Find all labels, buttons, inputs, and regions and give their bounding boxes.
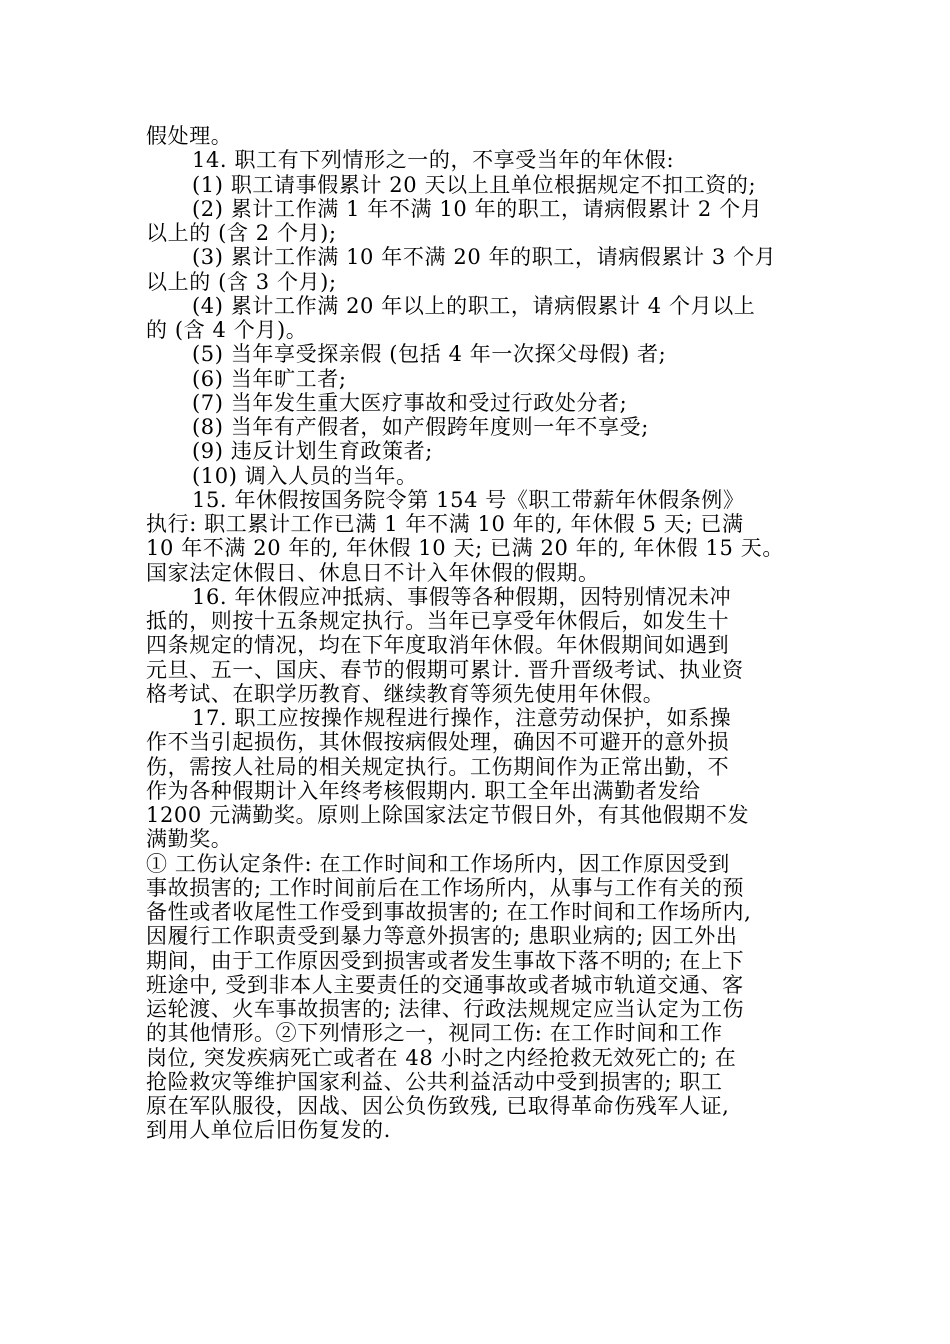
text-line: 运轮渡、火车事故损害的; 法律、行政法规规定应当认定为工伤	[146, 997, 745, 1021]
text-line: 满勤奖。	[146, 827, 233, 852]
text-line: (7) 当年发生重大医疗事故和受过行政处分者;	[192, 390, 628, 415]
text-line: 以上的 (含 3 个月);	[146, 269, 337, 294]
text-line: 14. 职工有下列情形之一的，不享受当年的年休假:	[192, 148, 675, 173]
text-line: 10 年不满 20 年的, 年休假 10 天; 已满 20 年的, 年休假 15 天。	[146, 536, 784, 561]
text-line: 伤，需按人社局的相关规定执行。工伤期间作为正常出勤，不	[146, 754, 730, 779]
text-line: 假处理。	[146, 124, 233, 148]
text-line: 抵的，则按十五条规定执行。当年已享受年休假后，如发生十	[146, 609, 730, 633]
text-line: 以上的 (含 2 个月);	[146, 221, 337, 245]
text-line: 元旦、五一、国庆、春节的假期可累计. 晋升晋级考试、执业资	[146, 657, 744, 682]
text-line: (3) 累计工作满 10 年不满 20 年的职工，请病假累计 3 个月	[192, 245, 777, 270]
text-line: (6) 当年旷工者;	[192, 366, 347, 391]
text-line: 备性或者收尾性工作受到事故损害的; 在工作时间和工作场所内,	[146, 900, 752, 924]
text-line: 作不当引起损伤，其休假按病假处理，确因不可避开的意外损	[146, 730, 730, 755]
text-line: 国家法定休假日、休息日不计入年休假的假期。	[146, 560, 600, 585]
text-line: 期间，由于工作原因受到损害或者发生事故下落不明的; 在上下	[146, 948, 745, 973]
text-line: 班途中, 受到非本人主要责任的交通事故或者城市轨道交通、客	[146, 972, 744, 997]
text-line: 格考试、在职学历教育、继续教育等须先使用年休假。	[146, 681, 665, 706]
text-line: 抢险救灾等维护国家利益、公共利益活动中受到损害的; 职工	[146, 1069, 723, 1094]
text-line: 执行: 职工累计工作已满 1 年不满 10 年的, 年休假 5 天; 已满	[146, 512, 744, 536]
text-line: 岗位, 突发疾病死亡或者在 48 小时之内经抢救无效死亡的; 在	[146, 1045, 737, 1070]
text-line: (4) 累计工作满 20 年以上的职工，请病假累计 4 个月以上	[192, 293, 756, 318]
text-line: (2) 累计工作满 1 年不满 10 年的职工，请病假累计 2 个月	[192, 196, 763, 221]
text-line: (9) 违反计划生育政策者;	[192, 439, 433, 464]
text-line: (5) 当年享受探亲假 (包括 4 年一次探父母假) 者;	[192, 342, 667, 367]
text-line: 的 (含 4 个月)。	[146, 318, 308, 342]
text-line: 的其他情形。②下列情形之一，视同工伤: 在工作时间和工作	[146, 1021, 723, 1046]
text-line: 15. 年休假按国务院令第 154 号《职工带薪年休假条例》	[192, 487, 745, 512]
text-line: 原在军队服役，因战、因公负伤致残, 已取得革命伤残军人证,	[146, 1094, 730, 1118]
text-line: (8) 当年有产假者，如产假跨年度则一年不享受;	[192, 415, 649, 439]
text-line: 1200 元满勤奖。原则上除国家法定节假日外，有其他假期不发	[146, 803, 750, 827]
text-line: 事故损害的; 工作时间前后在工作场所内，从事与工作有关的预	[146, 875, 745, 900]
text-line: (1) 职工请事假累计 20 天以上且单位根据规定不扣工资的;	[192, 172, 757, 197]
text-line: 四条规定的情况，均在下年度取消年休假。年休假期间如遇到	[146, 633, 730, 658]
text-line: 17. 职工应按操作规程进行操作，注意劳动保护，如系操	[192, 706, 732, 730]
text-line: ① 工伤认定条件: 在工作时间和工作场所内，因工作原因受到	[146, 851, 730, 876]
text-line: 到用人单位后旧伤复发的.	[146, 1118, 391, 1143]
text-line: 16. 年休假应冲抵病、事假等各种假期，因特别情况未冲	[192, 584, 732, 609]
document-body	[146, 124, 826, 1143]
text-line: (10) 调入人员的当年。	[192, 463, 418, 488]
text-line: 作为各种假期计入年终考核假期内. 职工全年出满勤者发给	[146, 778, 701, 803]
text-line: 因履行工作职责受到暴力等意外损害的; 患职业病的; 因工外出	[146, 924, 738, 949]
